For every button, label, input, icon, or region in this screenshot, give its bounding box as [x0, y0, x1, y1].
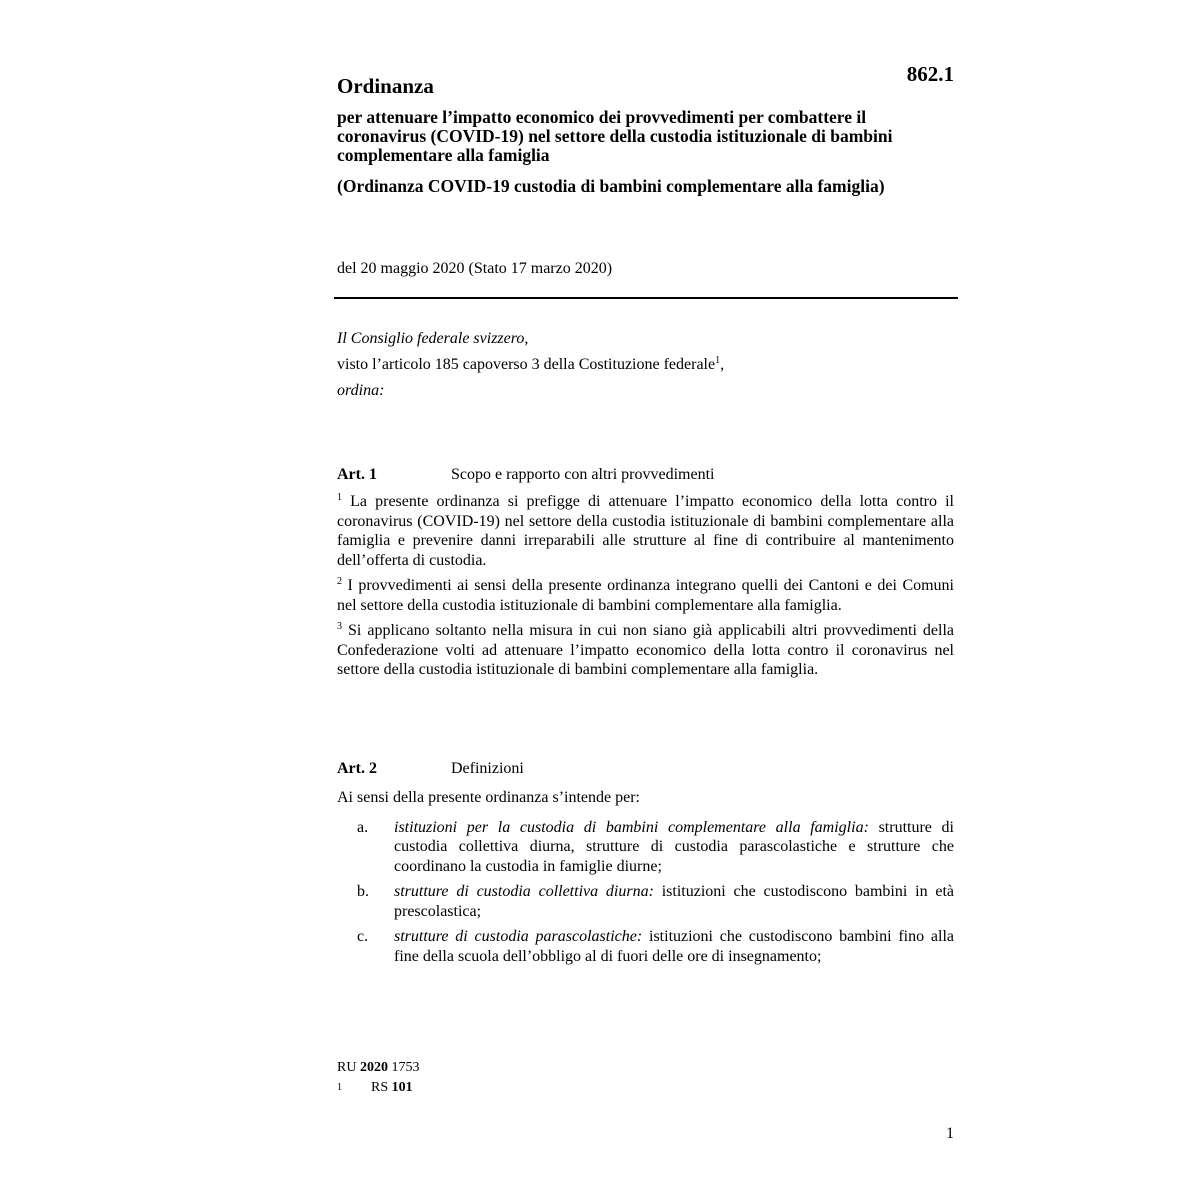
item-term: istituzioni per la custodia di bambini complementare alla famiglia: [394, 818, 869, 836]
document-subtitle: per attenuare l’impatto economico dei provvedimenti per combattere il coronavirus (COVID-19) nel settore della custodia istituzionale di bambini complementare alla famiglia [337, 107, 893, 165]
paragraph-text: I provvedimenti ai sensi della presente ordinanza integrano quelli dei Cantoni e dei Comuni nel settore della custodia istituzionale di bambini complementare alla famiglia. [337, 577, 955, 614]
footnote-number: 1 [337, 1082, 342, 1093]
document-date: del 20 maggio 2020 (Stato 17 marzo 2020) [337, 260, 613, 277]
paragraph-2 [337, 576, 954, 615]
paragraph-number: 3 [337, 621, 342, 632]
paragraph-3 [337, 621, 954, 680]
preamble-basis-text: visto l’articolo 185 capoverso 3 della Costituzione federale [337, 356, 716, 373]
document-title: Ordinanza [337, 74, 434, 98]
article-intro: Ai sensi della presente ordinanza s’intende per: [337, 789, 640, 806]
definition-item-a [337, 818, 954, 877]
footnote-1 [337, 1078, 419, 1098]
article-title: Scopo e rapporto con altri provvedimenti [451, 466, 715, 483]
item-text: strutture di custodia collettiva diurna, strutture di custodia parascolastiche e strutture che coordinano la custodia in famiglie diurne; [394, 818, 955, 875]
page-number: 1 [946, 1125, 954, 1142]
definition-item-c [337, 927, 954, 966]
ru-prefix: RU [337, 1060, 357, 1075]
footnotes [337, 1058, 419, 1098]
article-number: Art. 2 [337, 760, 377, 777]
article-1-heading [337, 466, 714, 484]
ru-year: 2020 [359, 1060, 388, 1075]
ru-reference [337, 1058, 419, 1078]
paragraph-text: La presente ordinanza si prefigge di attenuare l’impatto economico della lotta contro il coronavirus (COVID-19) nel settore della custodia istituzionale di bambini complementare alla famiglia e prevenire danni irreparabili alle strutture al fine di contribuire al mantenimento dell’offerta di custodia. [337, 493, 955, 569]
rs-prefix: RS [371, 1080, 389, 1095]
item-label: c. [357, 928, 369, 945]
header-divider [334, 297, 958, 299]
document-short-title: (Ordinanza COVID-19 custodia di bambini complementare alla famiglia) [337, 176, 885, 196]
item-text: istituzioni che custodiscono bambini in età prescolastica; [394, 883, 955, 920]
article-2-body [337, 788, 954, 972]
item-label: b. [357, 883, 369, 900]
classification-number: 862.1 [906, 62, 954, 86]
article-1-body [337, 492, 954, 686]
footnote-text [371, 1078, 413, 1098]
article-title: Definizioni [451, 760, 524, 777]
rs-number: 101 [391, 1080, 413, 1095]
paragraph-text: Si applicano soltanto nella misura in cui non siano già applicabili altri provvedimenti della Confederazione volti ad attenuare l’impatto economico della lotta contro il coronavirus nel settore della custodia istituzionale di bambini complementare alla famiglia. [337, 622, 955, 678]
ru-page: 1753 [391, 1060, 420, 1075]
paragraph-number: 2 [337, 576, 342, 587]
paragraph-1 [337, 492, 954, 570]
footnote-ref[interactable]: 1 [715, 355, 721, 366]
item-text: istituzioni che custodiscono bambini fino alla fine della scuola dell’obbligo al di fuori delle ore di insegnamento; [394, 928, 954, 965]
item-term: strutture di custodia collettiva diurna: [394, 883, 654, 900]
definition-item-b [337, 882, 954, 921]
article-2-heading [337, 760, 524, 778]
preamble-basis-end: , [720, 356, 725, 373]
preamble-authority: Il Consiglio federale svizzero, [337, 330, 529, 347]
item-term: strutture di custodia parascolastiche: [394, 928, 643, 945]
preamble-basis [337, 355, 957, 374]
preamble-decree: ordina: [337, 382, 385, 399]
item-label: a. [357, 818, 369, 836]
paragraph-number: 1 [337, 492, 342, 503]
article-number: Art. 1 [337, 466, 377, 483]
preamble [337, 329, 957, 407]
